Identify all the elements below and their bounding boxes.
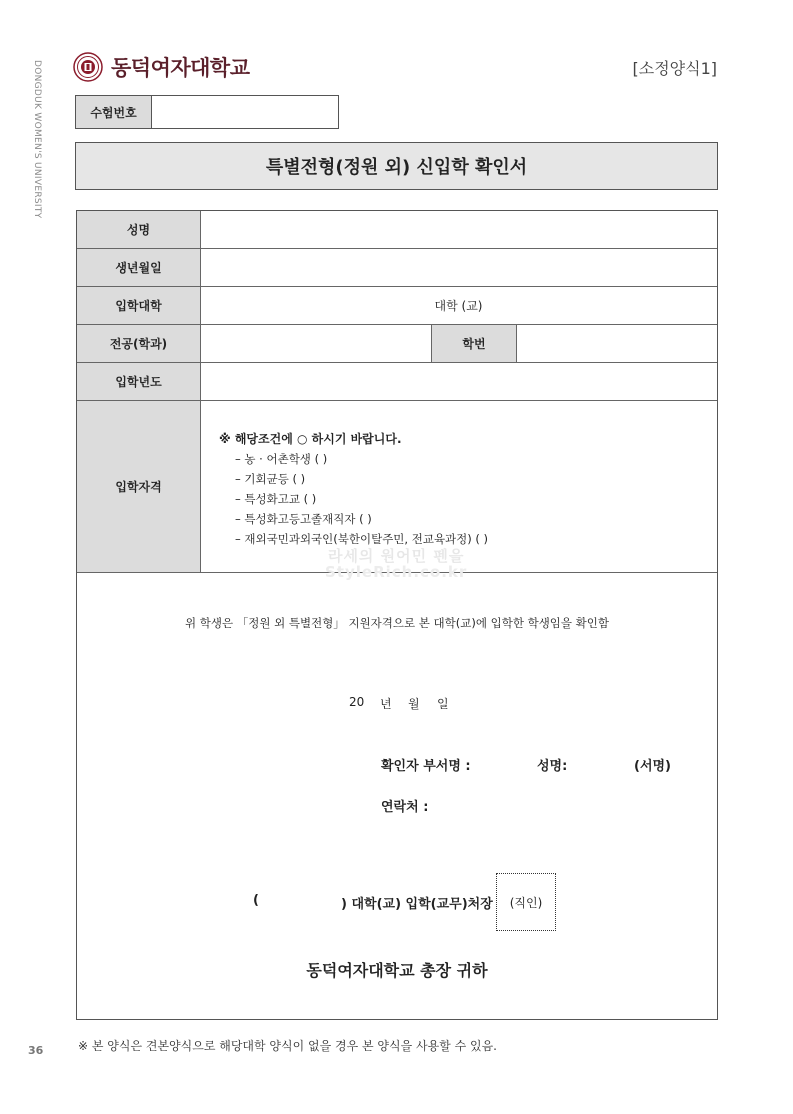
- qualification-item[interactable]: – 기회균등 ( ): [235, 472, 306, 486]
- document-title: 특별전형(정원 외) 신입학 확인서: [75, 142, 718, 190]
- officer-title: ) 대학(교) 입학(교무)처장: [341, 897, 493, 912]
- major-field[interactable]: [200, 325, 429, 362]
- confirmation-section: [77, 573, 717, 1019]
- official-seal-box[interactable]: [496, 873, 556, 931]
- label-student-no: 학번: [431, 325, 517, 362]
- confirmation-statement: 위 학생은 「정원 외 특별전형」 지원자격으로 본 대학(교)에 입학한 학생임을 확인함: [184, 616, 609, 630]
- form-table: [76, 210, 718, 1020]
- footnote: ※ 본 양식은 견본양식으로 해당대학 양식이 없을 경우 본 양식을 사용할 수 있음.: [78, 1039, 497, 1053]
- qualification-item[interactable]: – 재외국민과외국인(북한이탈주민, 전교육과정) ( ): [235, 532, 489, 546]
- label-name: 성명: [77, 211, 201, 248]
- label-qualification: 입학자격: [77, 401, 201, 572]
- row-college: [77, 287, 717, 325]
- seal-label: (직인): [509, 895, 543, 910]
- college-value: 대학 (교): [434, 299, 483, 313]
- signature-label[interactable]: (서명): [634, 759, 671, 774]
- row-qualification: [77, 401, 717, 581]
- addressee: 동덕여자대학교 총장 귀하: [306, 961, 488, 980]
- label-entry-year: 입학년도: [77, 363, 201, 400]
- row-major: [77, 325, 717, 363]
- row-name: [77, 211, 717, 249]
- qualification-item[interactable]: – 특성화고등고졸재직자 ( ): [235, 512, 372, 526]
- university-seal-icon: [73, 52, 103, 82]
- student-no-field[interactable]: [515, 325, 717, 362]
- contact-label: 연락처 :: [381, 800, 429, 815]
- form-code: [소정양식1]: [632, 59, 717, 78]
- exam-number-label: 수험번호: [76, 96, 152, 128]
- open-paren: (: [253, 893, 259, 908]
- dept-label: 확인자 부서명 :: [381, 759, 471, 774]
- qualification-heading: ※ 해당조건에 ○ 하시기 바랍니다.: [219, 432, 402, 446]
- qualification-item[interactable]: – 특성화고교 ( ): [235, 492, 317, 506]
- page-number: 36: [28, 1044, 44, 1057]
- watermark-line-2: StyleRich.co.kr: [325, 563, 468, 581]
- university-name: 동덕여자대학교: [111, 56, 250, 80]
- university-logo: [73, 52, 250, 82]
- watermark-line-1: 라세의 원어민 펜을: [327, 547, 465, 565]
- date-year[interactable]: 20: [349, 695, 365, 709]
- exam-number-box: [75, 95, 339, 129]
- row-birth: [77, 249, 717, 287]
- qualification-list: [219, 429, 488, 549]
- name-field[interactable]: [200, 211, 717, 248]
- label-birth: 생년월일: [77, 249, 201, 286]
- date-day-unit: 일: [437, 697, 449, 711]
- row-entry-year: [77, 363, 717, 401]
- exam-number-field[interactable]: [152, 96, 338, 128]
- date-year-unit: 년: [380, 697, 392, 711]
- birth-field[interactable]: [200, 249, 717, 286]
- confirmer-name-label: 성명:: [537, 759, 568, 774]
- university-vertical-text: DONGDUK WOMEN'S UNIVERSITY: [32, 60, 42, 219]
- entry-year-field[interactable]: [200, 363, 717, 400]
- label-major: 전공(학과): [77, 325, 201, 362]
- qualification-item[interactable]: – 농 · 어촌학생 ( ): [235, 452, 328, 466]
- label-college: 입학대학: [77, 287, 201, 324]
- college-field[interactable]: [200, 287, 717, 324]
- date-month-unit: 월: [408, 697, 420, 711]
